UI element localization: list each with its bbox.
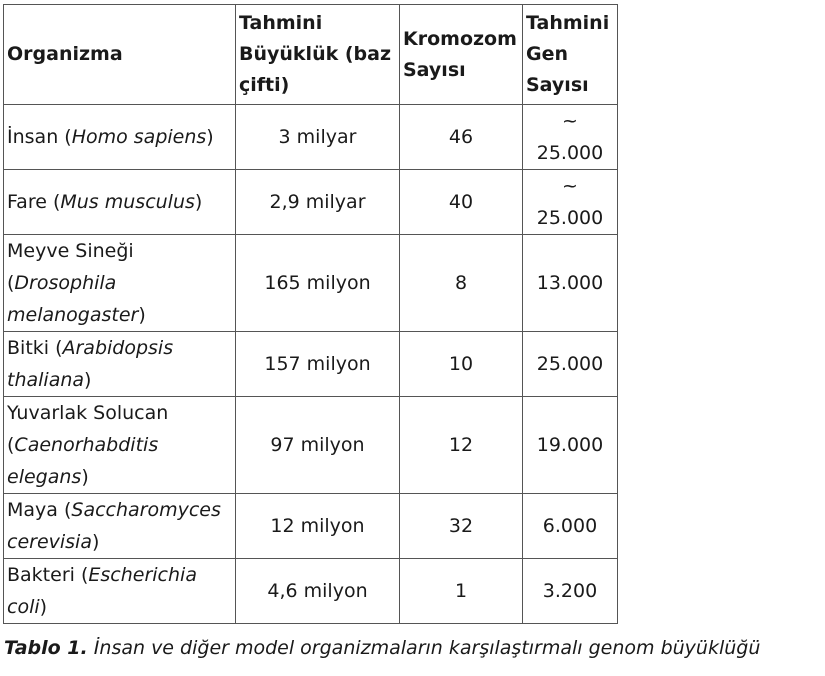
chromosome-count-cell: 46	[400, 105, 523, 170]
caption-label: Tablo 1.	[4, 637, 88, 659]
chromosome-count-cell: 32	[400, 494, 523, 559]
table-row	[4, 559, 618, 624]
organism-name: Maya	[7, 499, 58, 521]
table-caption	[4, 634, 760, 662]
scientific-name: Escherichia coli	[7, 564, 197, 618]
organism-cell: Bitki (Arabidopsis thaliana)	[4, 332, 236, 397]
gene-count-cell: 6.000	[523, 494, 618, 559]
scientific-name: Mus musculus	[60, 191, 195, 213]
scientific-name: Caenorhabditis elegans	[7, 434, 159, 488]
organism-cell: Fare (Mus musculus)	[4, 170, 236, 235]
organism-name: Bitki	[7, 337, 50, 359]
table-row	[4, 397, 618, 494]
gene-count-cell: ~ 25.000	[523, 170, 618, 235]
header-genome-size: Tahmini Büyüklük (baz çifti)	[236, 5, 400, 105]
chromosome-count-cell: 10	[400, 332, 523, 397]
organism-cell: İnsan (Homo sapiens)	[4, 105, 236, 170]
chromosome-count-cell: 8	[400, 235, 523, 332]
header-gene-count: Tahmini Gen Sayısı	[523, 5, 618, 105]
genome-size-cell: 3 milyar	[236, 105, 400, 170]
genome-size-cell: 157 milyon	[236, 332, 400, 397]
chromosome-count-cell: 40	[400, 170, 523, 235]
header-organism: Organizma	[4, 5, 236, 105]
chromosome-count-cell: 1	[400, 559, 523, 624]
organism-cell: Bakteri (Escherichia coli)	[4, 559, 236, 624]
organism-cell: Meyve Sineği (Drosophila melanogaster)	[4, 235, 236, 332]
table-row	[4, 332, 618, 397]
organism-cell: Maya (Saccharomyces cerevisia)	[4, 494, 236, 559]
genome-size-cell: 165 milyon	[236, 235, 400, 332]
organism-name: Bakteri	[7, 564, 75, 586]
organism-name: Fare	[7, 191, 47, 213]
genome-size-cell: 4,6 milyon	[236, 559, 400, 624]
scientific-name: Drosophila melanogaster	[7, 272, 139, 326]
genome-size-cell: 2,9 milyar	[236, 170, 400, 235]
organism-cell: Yuvarlak Solucan (Caenorhabditis elegans)	[4, 397, 236, 494]
table-row	[4, 105, 618, 170]
table-row	[4, 170, 618, 235]
scientific-name: Saccharomyces cerevisia	[7, 499, 221, 553]
organism-name: Meyve Sineği	[7, 240, 134, 262]
gene-count-cell: 25.000	[523, 332, 618, 397]
genome-comparison-table	[3, 4, 618, 624]
chromosome-count-cell: 12	[400, 397, 523, 494]
table-row	[4, 494, 618, 559]
organism-name: İnsan	[7, 126, 59, 148]
scientific-name: Homo sapiens	[71, 126, 207, 148]
gene-count-cell: 13.000	[523, 235, 618, 332]
genome-size-cell: 12 milyon	[236, 494, 400, 559]
table-header-row	[4, 5, 618, 105]
organism-name: Yuvarlak Solucan	[7, 402, 169, 424]
gene-count-cell: ~ 25.000	[523, 105, 618, 170]
caption-text: İnsan ve diğer model organizmaların karşılaştırmalı genom büyüklüğü	[93, 637, 761, 659]
gene-count-cell: 3.200	[523, 559, 618, 624]
gene-count-cell: 19.000	[523, 397, 618, 494]
genome-size-cell: 97 milyon	[236, 397, 400, 494]
header-chromosome-count: Kromozom Sayısı	[400, 5, 523, 105]
table-row	[4, 235, 618, 332]
scientific-name: Arabidopsis thaliana	[7, 337, 174, 391]
